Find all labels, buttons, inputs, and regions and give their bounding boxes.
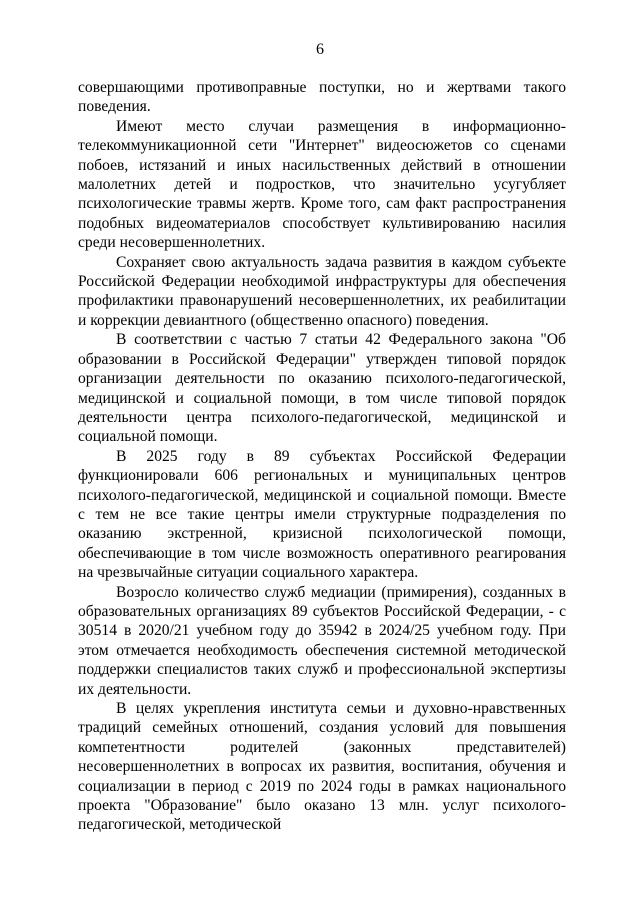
paragraph-mediation-services: Возросло количество служб медиации (примирения), созданных в образовательных организациях 89 субъектов Российской Федерации, - с 30514 в 2020/21 учебном году до 35942 в 2024/25 учебном году. При этом отмечается необходимость обеспечения системной методической поддержки специалистов таких служб и профессиональной экспертизы их деятельности. [78,583,566,698]
paragraph-centers-2025: В 2025 году в 89 субъектах Российской Федерации функционировали 606 региональных и муниципальных центров психолого-педагогической, медицинской и социальной помощи. Вместе с тем не все такие центры имели структурные подразделения по оказанию экстренной, кризисной психологической помощи, обеспечивающие в том числе возможность оперативного реагирования на чрезвычайные ситуации социального характера. [78,447,566,582]
document-body [78,78,566,835]
page-number: 6 [316,41,324,58]
paragraph-internet-videos: Имеют место случаи размещения в информационно-телекоммуникационной сети "Интернет" видеосюжетов со сценами побоев, истязаний и иных насильственных действий в отношении малолетних детей и подростков, что значительно усугубляет психологические травмы жертв. Кроме того, сам факт распространения подобных видеоматериалов способствует культивированию насилия среди несовершеннолетних. [78,117,566,252]
paragraph-continuation: совершающими противоправные поступки, но и жертвами такого поведения. [78,79,566,116]
paragraph-federal-law: В соответствии с частью 7 статьи 42 Федерального закона "Об образовании в Российской Федерации" утвержден типовой порядок организации деятельности по оказанию психолого-педагогической, медицинской и социальной помощи, в том числе типовой порядок деятельности центра психолого-педагогической, медицинской и социальной помощи. [78,331,566,446]
paragraph-family-institute: В целях укрепления института семьи и духовно-нравственных традиций семейных отношений, создания условий для повышения компетентности родителей (законных представителей) несовершеннолетних в вопросах их развития, воспитания, обучения и социализации в период с 2019 по 2024 годы в рамках национального проекта "Образование" было оказано 13 млн. услуг психолого-педагогической, методической [78,700,566,834]
paragraph-infrastructure: Сохраняет свою актуальность задача развития в каждом субъекте Российской Федерации необходимой инфраструктуры для обеспечения профилактики правонарушений несовершеннолетних, их реабилитации и коррекции девиантного (общественно опасного) поведения. [78,253,566,329]
